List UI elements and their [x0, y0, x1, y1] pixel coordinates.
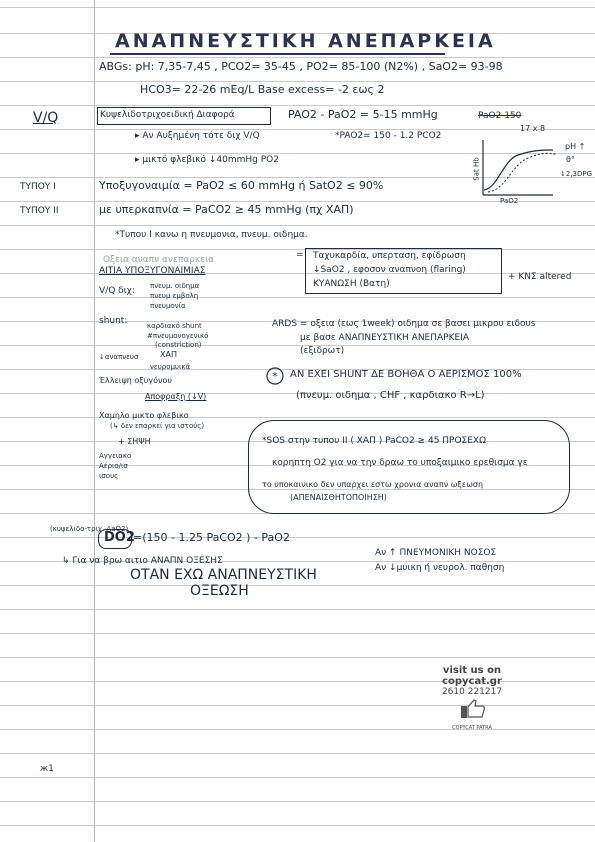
type-2-label: ΤΥΠΟΥ ΙΙ	[20, 206, 59, 216]
stamp-line-2: copycat.gr	[442, 676, 502, 687]
causes-vq-item-1: πνευμ. οιδημα	[150, 282, 200, 290]
type-note: *Τυπου Ι κανω η πνευμονια, πνευμ. οιδημα.	[115, 230, 308, 240]
gradient-crossed: PaO2 150	[478, 111, 522, 121]
margin-line	[94, 0, 95, 842]
bullet-mixed-venous: ▸ μικτό φλεβικό ↓40mmHg PO2	[135, 155, 279, 165]
stamp-line-1: visit us on	[442, 665, 502, 676]
type-1-label: ΤΥΠΟΥ Ι	[20, 182, 56, 192]
causes-hypovent-item-1: ΧΑΠ	[160, 350, 177, 359]
do2-side-note: (κυψελιδο-τριχ. AaO2)	[50, 525, 129, 533]
causes-plus-sepsis: + ΣΗΨΗ	[118, 437, 151, 446]
shunt-note-line-1: ΑΝ ΕΧΕΙ SHUNT ΔΕ ΒΟΗΘΑ Ο ΑΕΡΙΣΜΟΣ 100%	[290, 369, 522, 380]
faded-heading: Οξεια αναπν ανεπαρκεια	[103, 255, 215, 265]
causes-shunt-item-2: #πνευμονογενικό	[147, 332, 209, 340]
thumbs-up-icon	[457, 697, 487, 719]
do2-formula: =(150 - 1.25 PaCO2 ) - PaO2	[133, 531, 290, 544]
graph-note-ph: pH ↑	[565, 142, 586, 151]
pao2-formula: *PAO2= 150 - 1.2 PCO2	[335, 131, 442, 141]
shunt-note-line-2: (πνευμ. οιδημα , CHF , καρδιακο R→L)	[296, 390, 485, 401]
gradient-formula: PAO2 - PaO2 = 5-15 mmHg	[288, 108, 438, 121]
oxygen-dissociation-graph	[478, 140, 558, 200]
stamp-line-3: 2610 221217	[441, 687, 503, 697]
ards-line-1: ARDS = οξεια (εως 1week) οιδημα σε βασει μικρου ειδουs	[272, 319, 536, 329]
causes-heading: ΑΙΤΙΑ ΥΠΟΞΥΓΟΝΑΙΜΙΑΣ	[99, 266, 206, 276]
graph-curve	[484, 150, 553, 190]
causes-vq-item-2: πνευμ εμβολη	[150, 292, 199, 300]
causes-vq-item-3: πνευμονία	[150, 302, 186, 310]
do2-right-1: Αν ↑ ΠΝΕΥΜΟΝΙΚΗ ΝΟΣΟΣ	[375, 548, 497, 558]
star-circle-icon	[265, 366, 285, 386]
symptoms-equals: =	[296, 250, 304, 260]
causes-shunt-item-3: (constriction)	[155, 341, 202, 349]
do2-label: DO2	[104, 530, 135, 545]
causes-low-venous-sub: (↳ δεν επαρκεί για ιστούς)	[110, 422, 205, 430]
symptoms-line-3: ΚΥΑΝΩΣΗ (Βατη)	[313, 279, 390, 289]
causes-anemia-3: ισους	[99, 472, 119, 480]
causes-shunt-label: shunt:	[99, 316, 128, 326]
symptoms-line-2: ↓SaO2 , εφοσον αναπνοη (flaring)	[313, 265, 466, 275]
do2-note: ↳ Για να βρω αιτιο ΑΝΑΠΝ ΟΞΕΣΗΣ	[62, 556, 223, 566]
type-1-text: Υποξυγοναιμία = PaO2 ≤ 60 mmHg ή SatO2 ≤ 90%	[99, 179, 384, 192]
stamp-line-4: COPYCAT PATRA	[452, 725, 492, 731]
page-title: ΑΝΑΠΝΕΥΣΤΙΚΗ ΑΝΕΠΑΡΚΕΙΑ	[115, 30, 496, 52]
sos-line-3: το υποκαινικο δεν υπαρχει εστω χρονια αναπν ωξεωση	[262, 480, 484, 489]
causes-hypovent-label: ↓αναπνευσ	[99, 353, 139, 361]
graph-xlabel: PaO2	[500, 197, 519, 205]
ards-line-2: με βασε ΑΝΑΠΝΕΥΣΤΙΚΗ ΑΝΕΠΑΡΚΕΙΑ	[300, 333, 469, 343]
ards-line-3: (εξιδρωτ)	[300, 346, 345, 356]
do2-right-2: Αν ↓μυικη ή νευρολ. παθηση	[375, 563, 505, 573]
causes-lack-o2: Έλλειψη οξυγόνου	[99, 376, 172, 385]
sos-line-4: (ΑΠΕΝΑΙΣΘΗΤΟΠΟΙΗΣΗ)	[290, 493, 387, 502]
bullet-increased: ▸ Αν Αυξημένη τότε διχ V/Q	[135, 131, 260, 141]
causes-obstruction: Αποφραξη (↓V)	[145, 392, 207, 401]
causes-anemia-2: Αέριο/ισ	[99, 462, 128, 470]
sos-line-1: *SOS στην τυπου ΙΙ ( ΧΑΠ ) PaCO2 ≥ 45 ΠΡΟΣΕΧΩ	[262, 436, 486, 446]
causes-shunt-item-1: καρδιακό shunt	[147, 322, 202, 330]
graph-curve-shifted	[488, 153, 556, 192]
graph-note-theta: θ°	[566, 155, 575, 164]
vq-margin-label: V/Q	[33, 110, 59, 126]
graph-note-dpg: ↓2,3DPG	[560, 170, 593, 178]
do2-big-line-2: ΟΞΕΩΣΗ	[190, 583, 249, 599]
type-2-text: με υπερκαπνία = PaCO2 ≥ 45 mmHg (πχ ΧΑΠ)	[99, 203, 354, 216]
title-underline	[110, 53, 445, 55]
abgs-line-2: HCO3= 22-26 mEq/L Base excess= -2 εως 2	[140, 83, 385, 96]
svg-text:*: *	[272, 370, 278, 383]
gradient-box-label: Κυψελιδοτριχοειδική Διαφορά	[100, 110, 235, 120]
sos-line-2: κορηπτη O2 για να την δραω το υποξαιμικο ερεθισμα γε	[272, 458, 528, 468]
copycat-stamp	[432, 665, 512, 731]
do2-big-line-1: ΟΤΑΝ ΕΧΩ ΑΝΑΠΝΕΥΣΤΙΚΗ	[130, 567, 317, 583]
symptoms-line-1: Ταχυκαρδία, υπερταση, εφίδρωση	[313, 251, 466, 261]
graph-ylabel: Sat Hb	[472, 157, 481, 181]
causes-hypovent-item-2: νευρομυικά	[150, 363, 191, 371]
page-mark: ж1	[40, 764, 54, 774]
causes-vq-label: V/Q διχ:	[99, 286, 135, 296]
gradient-crossed-2: 17 x 8	[520, 124, 546, 133]
abgs-line-1: ABGs: pH: 7,35-7,45 , PCO2= 35-45 , PO2= 85-100 (N2%) , SaO2= 93-98	[99, 60, 503, 73]
symptoms-side: + ΚΝΣ altered	[508, 272, 572, 282]
causes-low-venous: Χαμηλο μικτο φλεβικο	[99, 411, 189, 420]
causes-anemia-1: Αγγειακο	[99, 452, 132, 460]
